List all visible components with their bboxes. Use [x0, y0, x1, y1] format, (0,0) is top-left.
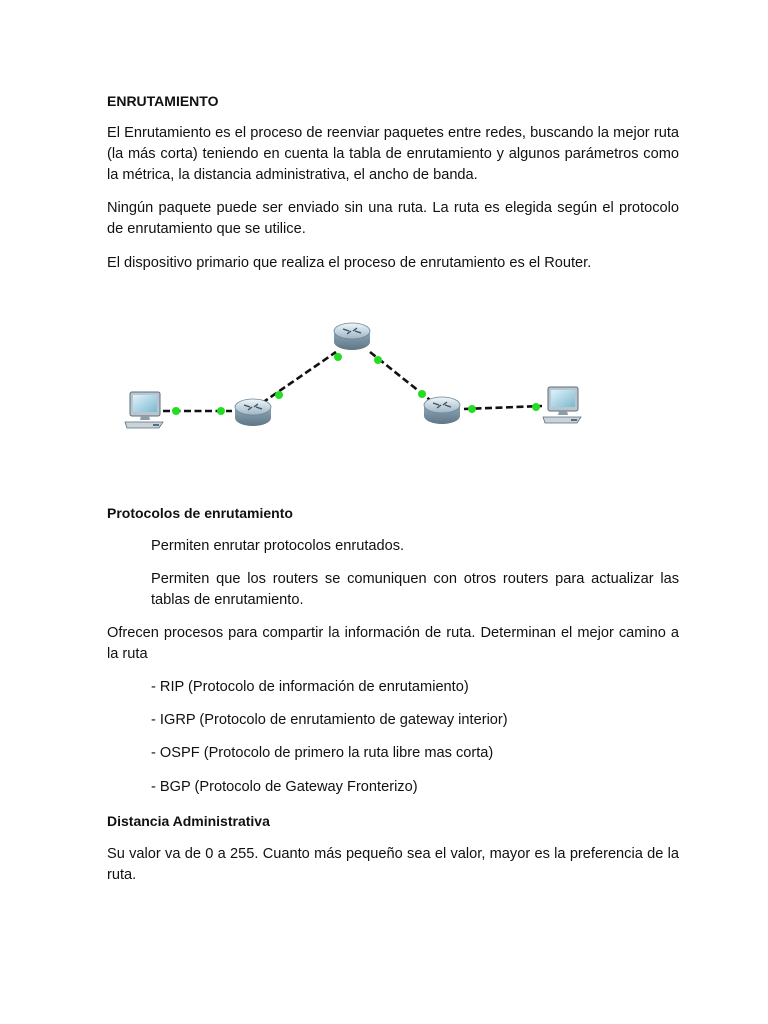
- router-icon: [424, 397, 460, 424]
- port-dot: [217, 407, 225, 415]
- port-dot: [275, 391, 283, 399]
- paragraph-primary-device: El dispositivo primario que realiza el proceso de enrutamiento es el Router.: [107, 255, 592, 271]
- router-icon: [235, 399, 271, 426]
- pc-icon: [543, 387, 581, 423]
- port-indicators: [172, 353, 540, 415]
- port-dot: [334, 353, 342, 361]
- port-dot: [374, 356, 382, 364]
- port-dot: [418, 390, 426, 398]
- port-dot: [468, 405, 476, 413]
- list-item-igrp: - IGRP (Protocolo de enrutamiento de gateway interior): [151, 712, 508, 728]
- list-item-rip: - RIP (Protocolo de información de enrutamiento): [151, 679, 469, 695]
- paragraph-admin-distance: Su valor va de 0 a 255. Cuanto más pequeño sea el valor, mayor es la preferencia de la ruta.: [107, 846, 679, 883]
- router-icon: [334, 323, 370, 350]
- section-title-distancia: Distancia Administrativa: [107, 813, 270, 829]
- port-dot: [532, 403, 540, 411]
- network-topology-diagram: [0, 290, 768, 490]
- paragraph-protocol-function-2: Permiten que los routers se comuniquen con otros routers para actualizar las tablas de enrutamiento.: [151, 571, 679, 608]
- port-dot: [172, 407, 180, 415]
- paragraph-route-requirement: Ningún paquete puede ser enviado sin una ruta. La ruta es elegida según el protocolo de enrutamiento que se utilice.: [107, 200, 679, 237]
- list-item-bgp: - BGP (Protocolo de Gateway Fronterizo): [151, 779, 418, 795]
- list-item-ospf: - OSPF (Protocolo de primero la ruta libre mas corta): [151, 745, 494, 761]
- paragraph-protocol-function-1: Permiten enrutar protocolos enrutados.: [151, 538, 405, 554]
- link-router1-router2: [262, 352, 336, 403]
- paragraph-protocol-processes: Ofrecen procesos para compartir la información de ruta. Determinan el mejor camino a la ruta: [107, 625, 679, 662]
- section-title-protocolos: Protocolos de enrutamiento: [107, 505, 293, 521]
- paragraph-definition: El Enrutamiento es el proceso de reenviar paquetes entre redes, buscando la mejor ruta (la más corta) teniendo en cuenta la tabla de enrutamiento y algunos parámetros como la métrica, la distancia administrativa, el ancho de banda.: [107, 125, 679, 183]
- network-links: [163, 352, 542, 411]
- pc-icon: [125, 392, 163, 428]
- section-title-enrutamiento: ENRUTAMIENTO: [107, 93, 219, 109]
